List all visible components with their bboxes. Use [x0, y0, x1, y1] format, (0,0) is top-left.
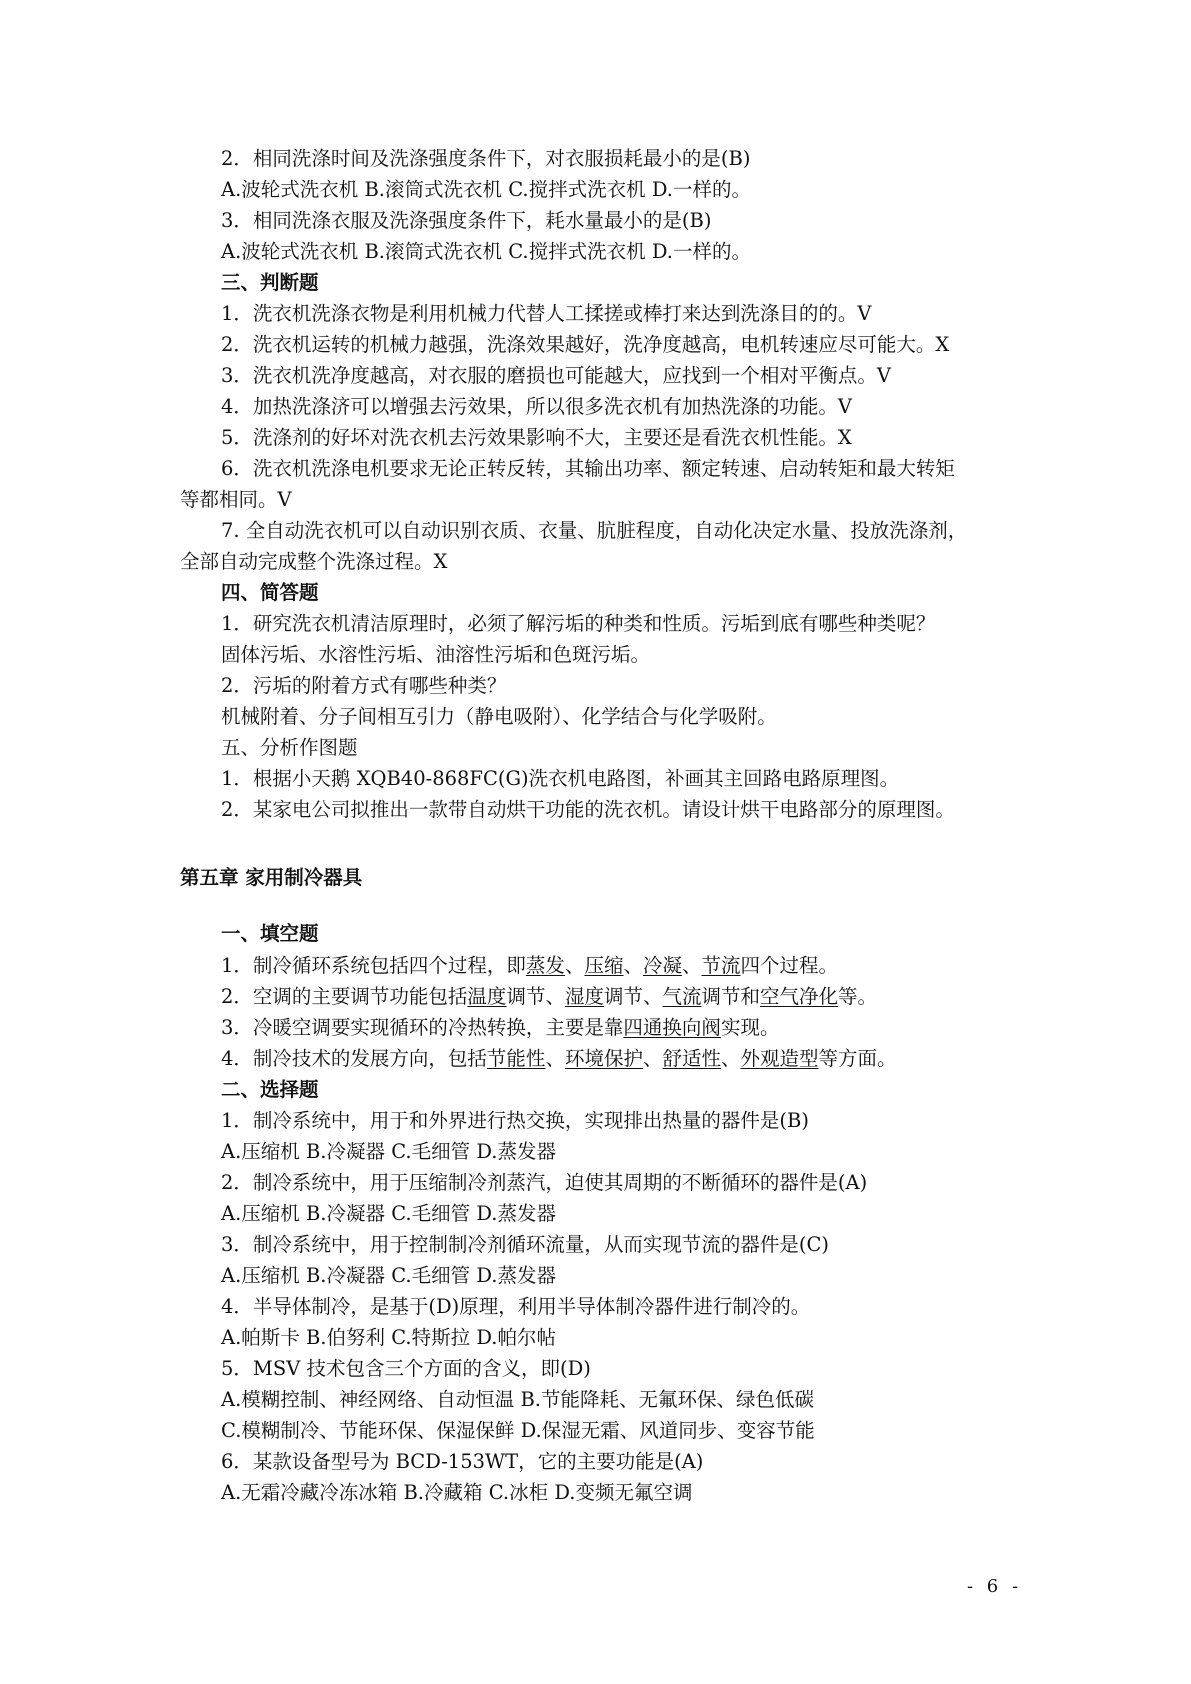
- fill-answer: 温度: [467, 985, 507, 1008]
- judge-item: 4．加热洗涤济可以增强去污效果，所以很多洗衣机有加热洗涤的功能。V: [221, 395, 852, 418]
- short-answer: 固体污垢、水溶性污垢、油溶性污垢和色斑污垢。: [221, 643, 651, 666]
- short-item: 2．污垢的附着方式有哪些种类？: [221, 674, 507, 697]
- choice-options: A.压缩机 B.冷凝器 C.毛细管 D.蒸发器: [221, 1202, 556, 1225]
- choice-options: A.帕斯卡 B.伯努利 C.特斯拉 D.帕尔帖: [221, 1326, 556, 1349]
- fill-answer: 湿度: [564, 985, 604, 1008]
- judge-item: 3．洗衣机洗净度越高，对衣服的磨损也可能越大，应找到一个相对平衡点。V: [221, 364, 891, 387]
- choice-options: A.压缩机 B.冷凝器 C.毛细管 D.蒸发器: [221, 1140, 556, 1163]
- choice-options: A.无霜冷藏冷冻冰箱 B.冷藏箱 C.冰柜 D.变频无氟空调: [221, 1481, 693, 1504]
- fill-answer: 节能性: [486, 1047, 546, 1070]
- choice-question: 2．制冷系统中，用于压缩制冷剂蒸汽，迫使其周期的不断循环的器件是(A): [221, 1171, 868, 1194]
- analysis-item: 2．某家电公司拟推出一款带自动烘干功能的洗衣机。请设计烘干电路部分的原理图。: [221, 798, 955, 821]
- fill-item: 3．冷暖空调要实现循环的冷热转换，主要是靠四通换向阀实现。: [221, 1016, 780, 1039]
- question-line: 3．相同洗涤衣服及洗涤强度条件下，耗水量最小的是(B): [221, 209, 712, 232]
- choice-question: 3．制冷系统中，用于控制制冷剂循环流量，从而实现节流的器件是(C): [221, 1233, 830, 1256]
- choice-question: 4．半导体制冷，是基于(D)原理，利用半导体制冷器件进行制冷的。: [221, 1295, 811, 1318]
- fill-answer: 蒸发: [525, 954, 565, 977]
- judge-item: 2．洗衣机运转的机械力越强，洗涤效果越好，洗净度越高，电机转速应尽可能大。X: [221, 333, 950, 356]
- fill-answer: 舒适性: [662, 1047, 721, 1070]
- choice-question: 6．某款设备型号为 BCD-153WT，它的主要功能是(A): [221, 1450, 704, 1473]
- short-answer: 机械附着、分子间相互引力（静电吸附）、化学结合与化学吸附。: [221, 705, 777, 728]
- section-heading-fill: 一、填空题: [221, 922, 319, 945]
- options-line: A.波轮式洗衣机 B.滚筒式洗衣机 C.搅拌式洗衣机 D.一样的。: [221, 178, 751, 201]
- page-number: - 6 -: [967, 1576, 1023, 1597]
- fill-answer: 空气净化: [760, 985, 839, 1008]
- section-heading-analysis: 五、分析作图题: [221, 736, 358, 759]
- section-heading-short: 四、简答题: [221, 581, 319, 604]
- analysis-item: 1．根据小天鹅 XQB40-868FC(G)洗衣机电路图，补画其主回路电路原理图。: [221, 767, 900, 790]
- judge-item: 7. 全自动洗衣机可以自动识别衣质、衣量、肮脏程度，自动化决定水量、投放洗涤剂，: [221, 519, 968, 542]
- judge-item: 1．洗衣机洗涤衣物是利用机械力代替人工揉搓或棒打来达到洗涤目的的。V: [221, 302, 872, 325]
- judge-item-cont: 全部自动完成整个洗涤过程。X: [180, 550, 448, 573]
- fill-item: 2．空调的主要调节功能包括温度调节、湿度调节、气流调节和空气净化等。: [221, 985, 878, 1008]
- section-heading-choice: 二、选择题: [221, 1078, 319, 1101]
- fill-answer: 四通换向阀: [623, 1016, 721, 1039]
- fill-item: 4．制冷技术的发展方向，包括节能性、环境保护、舒适性、外观造型等方面。: [221, 1047, 897, 1070]
- choice-options: A.模糊控制、神经网络、自动恒温 B.节能降耗、无氟环保、绿色低碳: [221, 1388, 815, 1411]
- section-heading-judge: 三、判断题: [221, 271, 319, 294]
- options-line: A.波轮式洗衣机 B.滚筒式洗衣机 C.搅拌式洗衣机 D.一样的。: [221, 240, 751, 263]
- fill-answer: 环境保护: [564, 1047, 643, 1070]
- fill-answer: 冷凝: [642, 954, 682, 977]
- chapter-title: 第五章 家用制冷器具: [180, 866, 363, 889]
- judge-item-cont: 等都相同。V: [180, 488, 292, 511]
- choice-options: A.压缩机 B.冷凝器 C.毛细管 D.蒸发器: [221, 1264, 556, 1287]
- choice-options: C.模糊制冷、节能环保、保湿保鲜 D.保湿无霜、风道同步、变容节能: [221, 1419, 815, 1442]
- judge-item: 6．洗衣机洗涤电机要求无论正转反转，其输出功率、额定转速、启动转矩和最大转矩: [221, 457, 955, 480]
- fill-answer: 气流: [662, 985, 702, 1008]
- choice-question: 1．制冷系统中，用于和外界进行热交换，实现排出热量的器件是(B): [221, 1109, 809, 1132]
- judge-item: 5．洗涤剂的好坏对洗衣机去污效果影响不大，主要还是看洗衣机性能。X: [221, 426, 852, 449]
- fill-item: 1．制冷循环系统包括四个过程，即蒸发、压缩、冷凝、节流四个过程。: [221, 954, 839, 977]
- fill-answer: 外观造型: [740, 1047, 819, 1070]
- fill-answer: 节流: [701, 954, 741, 977]
- fill-answer: 压缩: [584, 954, 624, 977]
- question-line: 2．相同洗涤时间及洗涤强度条件下，对衣服损耗最小的是(B): [221, 147, 751, 170]
- choice-question: 5．MSV 技术包含三个方面的含义，即(D): [221, 1357, 591, 1380]
- short-item: 1．研究洗衣机清洁原理时，必须了解污垢的种类和性质。污垢到底有哪些种类呢？: [221, 612, 936, 635]
